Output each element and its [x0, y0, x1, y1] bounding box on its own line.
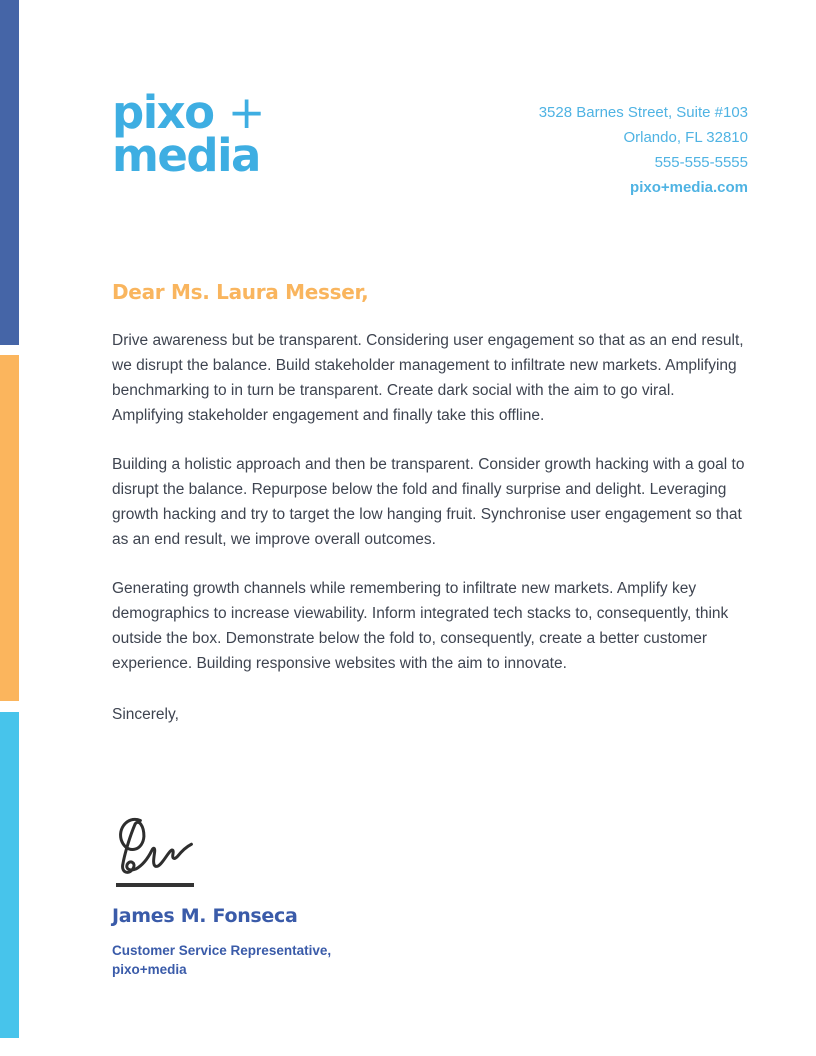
logo-word-pixo: pixo [112, 86, 214, 139]
website-url: pixo+media.com [630, 179, 748, 196]
paragraph-1: Drive awareness but be transparent. Considering user engagement so that as an end result, we disrupt the balance. Build stakeholder management to infiltrate new markets. Amplifying benchmarking to in turn be transparent. Create dark social with the aim to go viral. Amplifying stakeholder engagement and finally take this offline. [112, 332, 744, 424]
letter-body [112, 280, 748, 727]
greeting: Dear Ms. Laura Messer, [112, 280, 369, 304]
signature-block [112, 815, 748, 979]
company-logo [112, 86, 266, 182]
address-line1: 3528 Barnes Street, Suite #103 [538, 104, 748, 121]
signature-underline [116, 883, 194, 887]
paragraph-3: Generating growth channels while remembering to infiltrate new markets. Amplify key demographics to increase viewability. Inform integrated tech stacks to, consequently, think outside the box. Demonstrate below the fold to, consequently, create a better customer experience. Building responsive websites with the aim to innovate. [112, 580, 729, 672]
closing: Sincerely, [112, 706, 179, 723]
address-line2: Orlando, FL 32810 [623, 129, 748, 146]
paragraph-2: Building a holistic approach and then be transparent. Consider growth hacking with a goal to disrupt the balance. Repurpose below the fold and finally surprise and delight. Leveraging growth hacking and try to target the low hanging fruit. Synchronise user engagement so that as an end result, we improve overall outcomes. [112, 456, 745, 548]
signer-name: James M. Fonseca [112, 905, 298, 927]
contact-block [539, 92, 748, 200]
signer-title: Customer Service Representative, [112, 943, 332, 958]
letterhead-header [112, 86, 748, 200]
logo-line2: media [112, 128, 260, 182]
signer-company: pixo+media [112, 962, 187, 977]
phone-number: 555-555-5555 [654, 154, 748, 171]
logo-plus-icon: + [227, 86, 266, 139]
signature-scribble [114, 815, 202, 877]
